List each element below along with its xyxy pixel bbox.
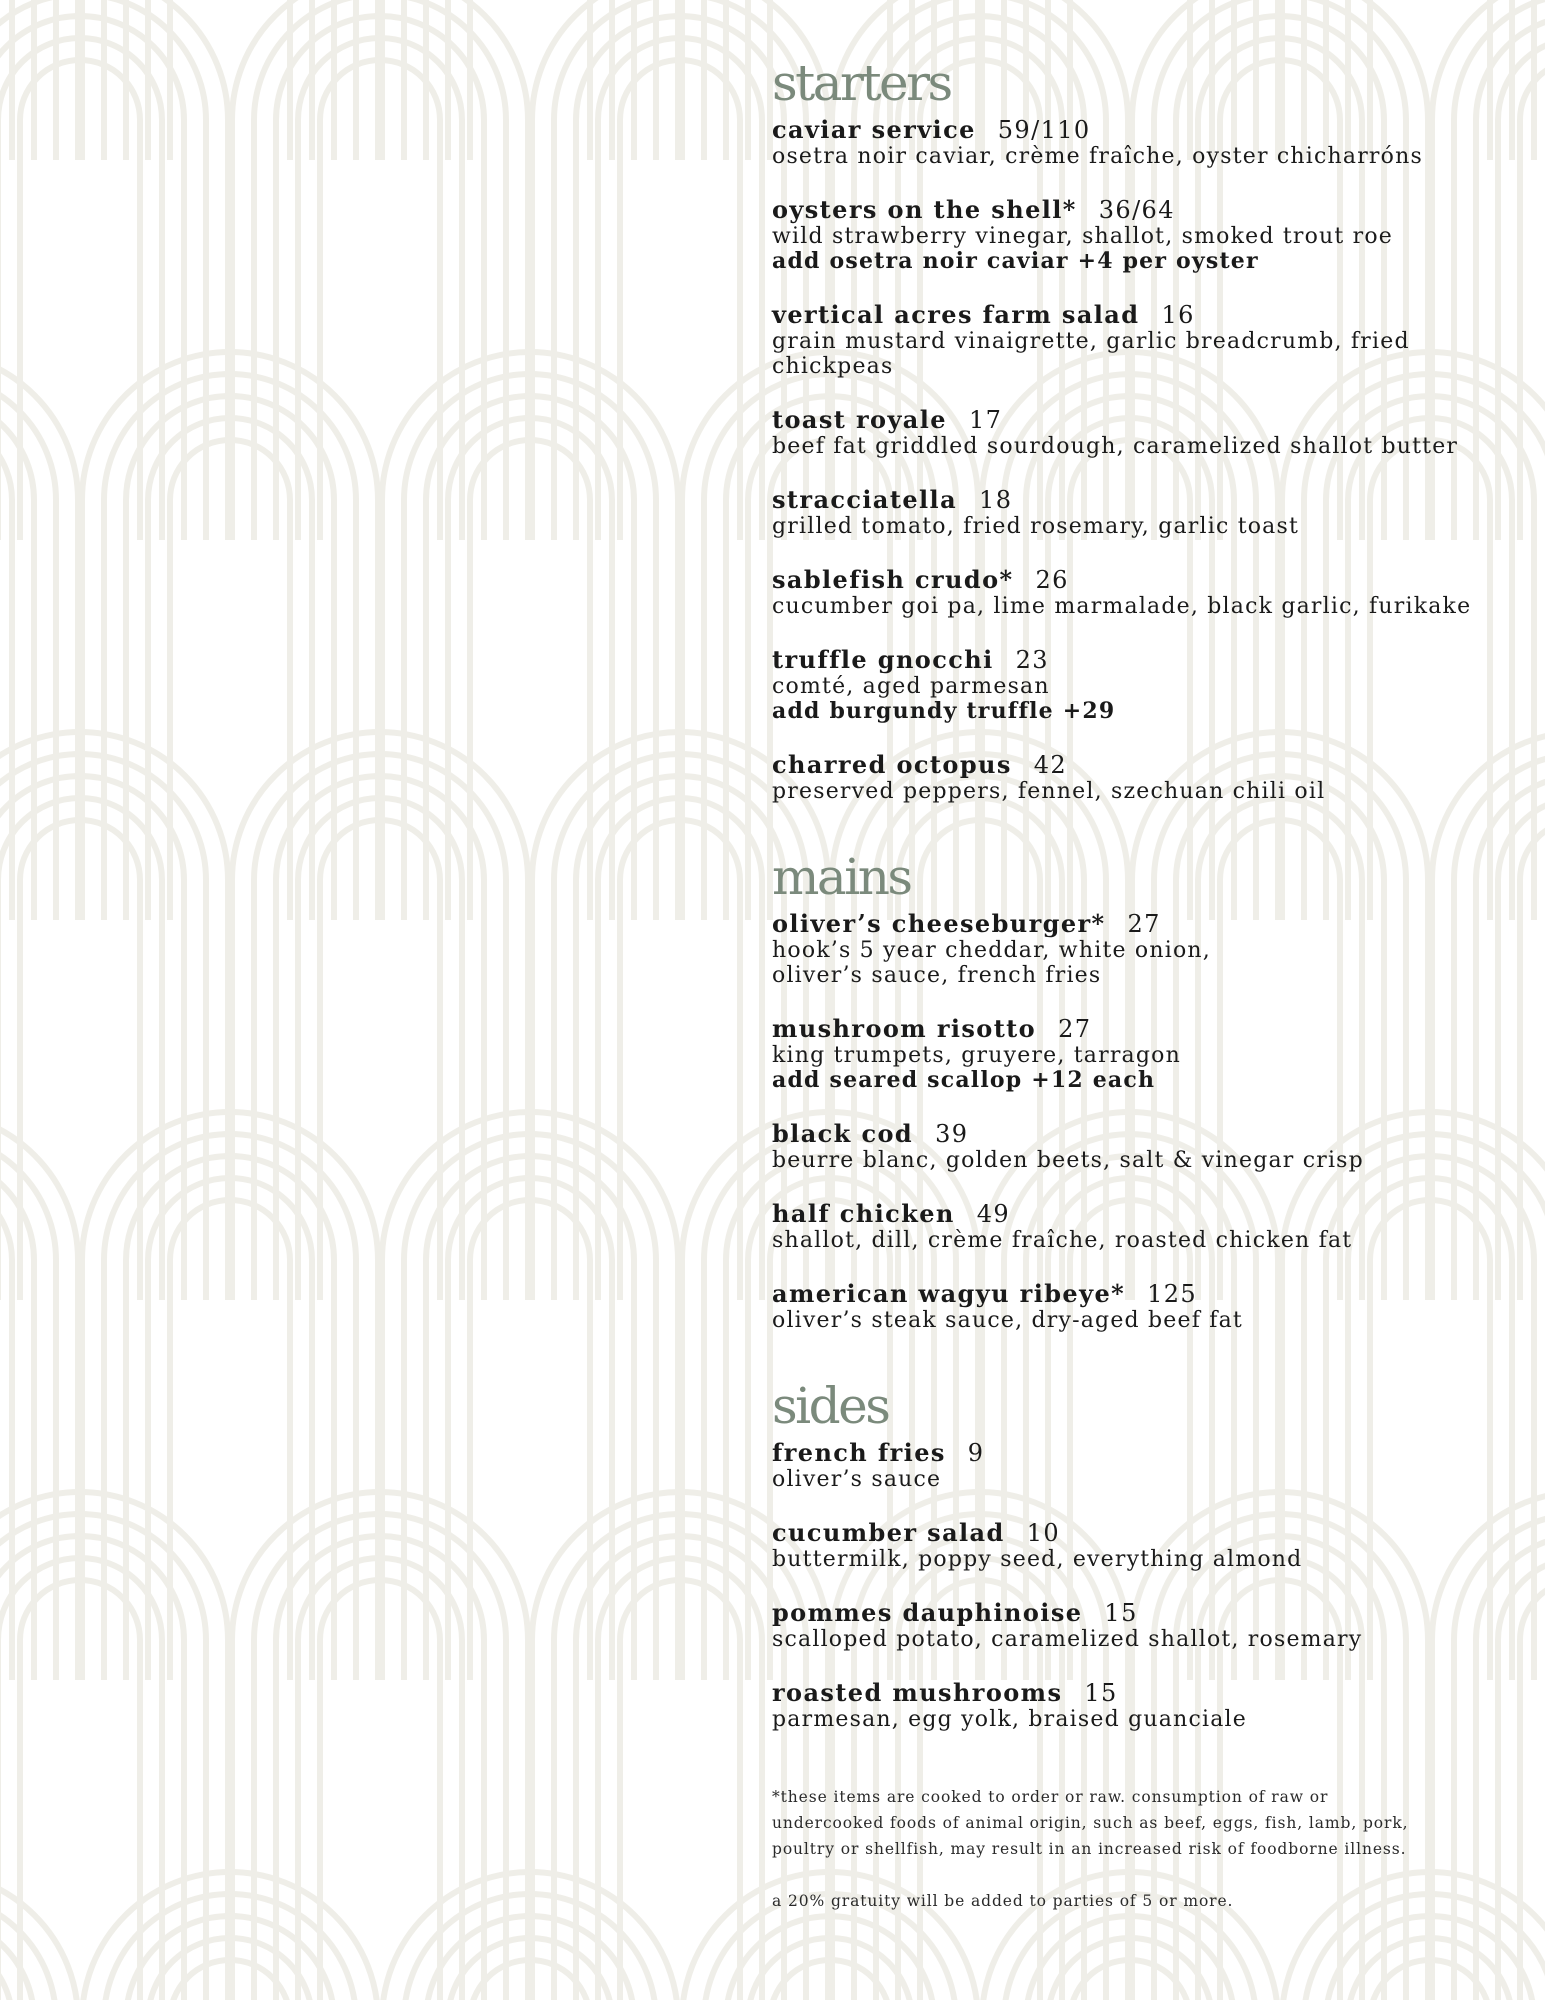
menu-item-name: american wagyu ribeye* (772, 1279, 1126, 1308)
menu-item-price: 17 (968, 406, 1003, 434)
menu-item-price: 39 (935, 1120, 969, 1148)
menu-item-price: 59/110 (997, 116, 1091, 144)
menu-item (772, 301, 1502, 379)
menu-item-description: comté, aged parmesan (772, 674, 1050, 699)
menu-item-price: 16 (1161, 301, 1195, 329)
menu-item-description: parmesan, egg yolk, braised guanciale (772, 1707, 1247, 1732)
menu-item-price: 18 (979, 486, 1013, 514)
menu-item-header (772, 1015, 1502, 1043)
menu-section-sides (772, 1375, 1502, 1732)
menu-item-price: 9 (967, 1439, 985, 1467)
menu-item (772, 910, 1502, 988)
section-title: mains (772, 848, 911, 906)
menu-item-name: french fries (772, 1438, 946, 1467)
menu-item-description: wild strawberry vinegar, shallot, smoked trout roe (772, 224, 1393, 249)
menu-item-price: 125 (1147, 1280, 1198, 1308)
menu-item-description: preserved peppers, fennel, szechuan chili oil (772, 779, 1326, 804)
menu-item (772, 1439, 1502, 1492)
menu-item-name: stracciatella (772, 485, 958, 514)
menu-item-header (772, 751, 1502, 779)
menu-item-header (772, 196, 1502, 224)
menu-item-header (772, 116, 1502, 144)
menu-item-name: truffle gnocchi (772, 645, 994, 674)
menu-item-name: roasted mushrooms (772, 1678, 1063, 1707)
menu-item-price: 49 (976, 1200, 1011, 1228)
menu-item-description: hook’s 5 year cheddar, white onion, oliver’s sauce, french fries (772, 938, 1211, 988)
menu-item (772, 566, 1502, 619)
menu-item-header (772, 1439, 1502, 1467)
menu-item-name: pommes dauphinoise (772, 1598, 1083, 1627)
menu (772, 52, 1502, 1940)
menu-item-header (772, 406, 1502, 434)
menu-item-name: caviar service (772, 115, 976, 144)
menu-item (772, 116, 1502, 169)
menu-item-header (772, 566, 1502, 594)
menu-item-addon: add burgundy truffle +29 (772, 698, 1116, 724)
menu-item-price: 36/64 (1098, 196, 1175, 224)
menu-item-name: oliver’s cheeseburger* (772, 909, 1106, 938)
menu-item-name: cucumber salad (772, 1518, 1005, 1547)
menu-item (772, 196, 1502, 274)
menu-item-description: shallot, dill, crème fraîche, roasted chicken fat (772, 1228, 1353, 1253)
menu-item-description: scalloped potato, caramelized shallot, rosemary (772, 1627, 1363, 1652)
menu-item-price: 10 (1026, 1519, 1061, 1547)
menu-item-name: toast royale (772, 405, 947, 434)
menu-item-price: 26 (1035, 566, 1069, 594)
menu-item-description: cucumber goi pa, lime marmalade, black garlic, furikake (772, 594, 1472, 619)
menu-item (772, 646, 1502, 724)
menu-item-name: oysters on the shell* (772, 195, 1077, 224)
menu-item-name: vertical acres farm salad (772, 300, 1140, 329)
menu-item (772, 1519, 1502, 1572)
menu-item-header (772, 910, 1502, 938)
menu-item-header (772, 1120, 1502, 1148)
menu-item-header (772, 1679, 1502, 1707)
menu-section-starters (772, 52, 1502, 804)
menu-item-price: 23 (1015, 646, 1049, 674)
menu-item (772, 1679, 1502, 1732)
menu-item (772, 1599, 1502, 1652)
menu-item-description: grain mustard vinaigrette, garlic breadcrumb, fried chickpeas (772, 329, 1410, 379)
menu-item-description: osetra noir caviar, crème fraîche, oyster chicharróns (772, 144, 1423, 169)
menu-footer (772, 1784, 1432, 1914)
menu-item-header (772, 1519, 1502, 1547)
gratuity-note: a 20% gratuity will be added to parties of 5 or more. (772, 1892, 1234, 1910)
menu-item (772, 1015, 1502, 1093)
menu-item-description: oliver’s sauce (772, 1467, 942, 1492)
menu-item-description: buttermilk, poppy seed, everything almond (772, 1547, 1303, 1572)
menu-item-header (772, 486, 1502, 514)
menu-item-price: 27 (1058, 1015, 1092, 1043)
menu-item (772, 1280, 1502, 1333)
menu-item-price: 15 (1084, 1679, 1118, 1707)
menu-item-header (772, 646, 1502, 674)
raw-food-disclaimer: *these items are cooked to order or raw. consumption of raw or undercooked foods of animal origin, such as beef, eggs, fish, lamb, pork, poultry or shellfish, may result in an increased risk of foodborne illness. (772, 1788, 1409, 1858)
menu-item-description: grilled tomato, fried rosemary, garlic toast (772, 514, 1300, 539)
menu-item-price: 15 (1104, 1599, 1138, 1627)
menu-item-description: beurre blanc, golden beets, salt & vinegar crisp (772, 1148, 1364, 1173)
section-title: sides (772, 1377, 889, 1435)
menu-item-name: charred octopus (772, 750, 1012, 779)
menu-item (772, 751, 1502, 804)
menu-item-description: oliver’s steak sauce, dry-aged beef fat (772, 1308, 1243, 1333)
menu-item (772, 486, 1502, 539)
menu-item-description: beef fat griddled sourdough, caramelized shallot butter (772, 434, 1459, 459)
arch-line (0, 1872, 78, 2000)
menu-section-mains (772, 846, 1502, 1333)
menu-item-header (772, 1599, 1502, 1627)
section-title: starters (772, 54, 951, 112)
menu-item-price: 42 (1033, 751, 1068, 779)
menu-item-addon: add seared scallop +12 each (772, 1067, 1156, 1093)
menu-item (772, 1120, 1502, 1173)
menu-item-description: king trumpets, gruyere, tarragon (772, 1043, 1181, 1068)
menu-item-name: mushroom risotto (772, 1014, 1037, 1043)
menu-item (772, 1200, 1502, 1253)
menu-item-header (772, 1200, 1502, 1228)
menu-item-name: black cod (772, 1119, 914, 1148)
menu-item-price: 27 (1127, 910, 1161, 938)
menu-item-name: half chicken (772, 1199, 955, 1228)
menu-item-header (772, 1280, 1502, 1308)
menu-item-header (772, 301, 1502, 329)
menu-item-name: sablefish crudo* (772, 565, 1014, 594)
menu-item (772, 406, 1502, 459)
menu-item-addon: add osetra noir caviar +4 per oyster (772, 248, 1259, 274)
